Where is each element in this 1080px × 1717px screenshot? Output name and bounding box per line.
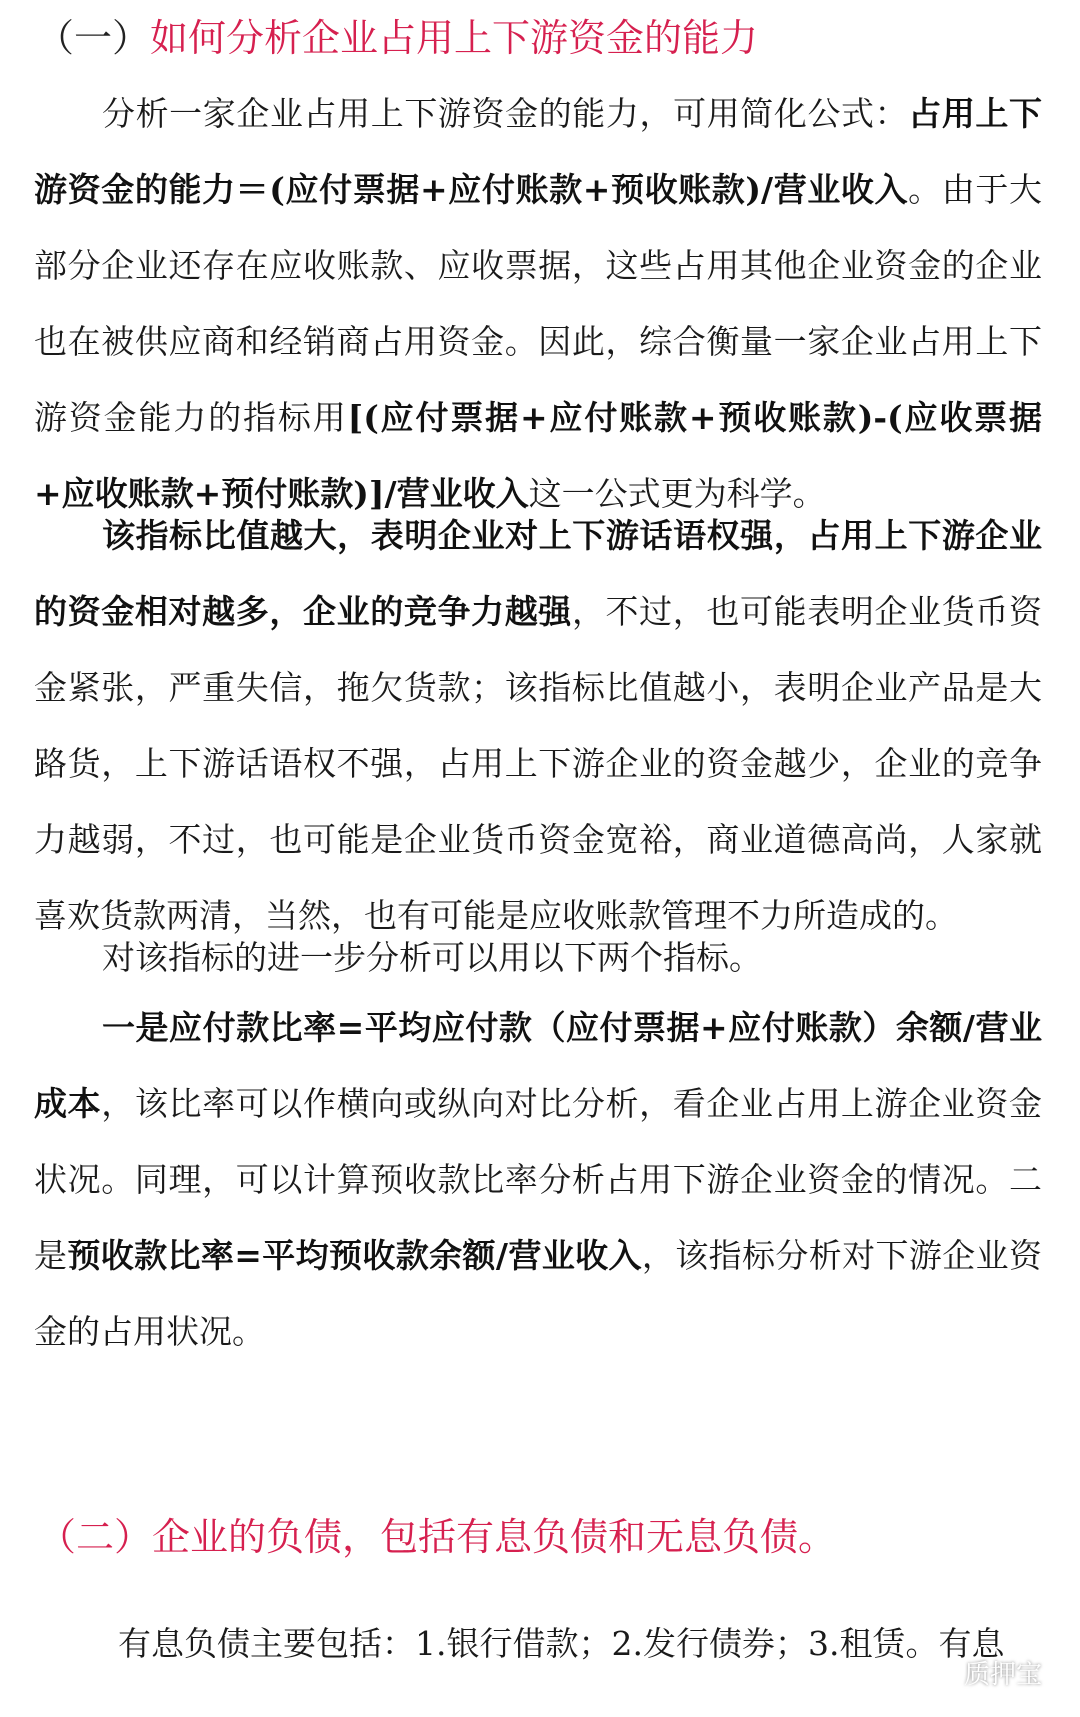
section-number: （二） [38, 1515, 153, 1559]
wechat-icon [920, 1658, 956, 1688]
section-number: （一） [36, 16, 151, 60]
bold-formula: 预收款比率=平均预收款余额/营业收入 [67, 1236, 642, 1275]
bold-formula: [(应付票据+应付账款+预收账款)-(应收票据+应收账款+预付账款)]/营业收入 [34, 398, 1043, 513]
watermark [920, 1654, 1042, 1691]
paragraph-interest-bearing-debt [34, 1614, 1042, 1674]
section-heading-1 [36, 14, 758, 62]
text-run: 这一公式更为科学。 [528, 474, 826, 513]
text-run: ，该指标分析对下游企业资金的占用状况。 [34, 1236, 1043, 1351]
paragraph-further-analysis [34, 920, 1042, 996]
text-run: ，该比率可以作横向或纵向对比分析，看企业占用上游企业资金状况。同理，可以计算预收款比率分析占用下游企业资金的情况。二是 [34, 1084, 1043, 1275]
paragraph-ratio-meaning [34, 498, 1042, 954]
text-run: ，不过，也可能表明企业货币资金紧张，严重失信，拖欠货款；该指标比值越小，表明企业产品是大路货，上下游话语权不强，占用上下游企业的资金越少，企业的竞争力越弱，不过，也可能是企业货币资金宽裕，商业道德高尚，人家就喜欢货款两清，当然，也有可能是应收账款管理不力所造成的。 [34, 592, 1043, 935]
text-run: 对该指标的进一步分析可以用以下两个指标。 [102, 938, 762, 977]
bold-formula: 占用上下游资金的能力＝(应付票据+应付账款+预收账款)/营业收入 [34, 94, 1043, 209]
watermark-text: 质押宝 [963, 1660, 1042, 1690]
paragraph-two-indicators [34, 990, 1042, 1370]
text-run: 。由于大部分企业还存在应收账款、应收票据，这些占用其他企业资金的企业也在被供应商和经销商占用资金。因此，综合衡量一家企业占用上下游资金能力的指标用 [34, 170, 1042, 437]
text-run: 分析一家企业占用上下游资金的能力，可用简化公式： [102, 94, 909, 133]
section-heading-2 [38, 1513, 836, 1561]
section-title: 企业的负债，包括有息负债和无息负债。 [152, 1515, 837, 1559]
bold-formula: 一是应付款比率=平均应付款（应付票据+应付账款）余额/营业成本 [34, 1008, 1042, 1123]
section-title: 如何分析企业占用上下游资金的能力 [150, 16, 759, 60]
bold-text: 该指标比值越大，表明企业对上下游话语权强，占用上下游企业的资金相对越多，企业的竞争力越强 [34, 516, 1042, 631]
text-run: 有息负债主要包括：1.银行借款；2.发行债券；3.租赁。有息 [118, 1624, 1005, 1663]
paragraph-formula [34, 76, 1042, 532]
